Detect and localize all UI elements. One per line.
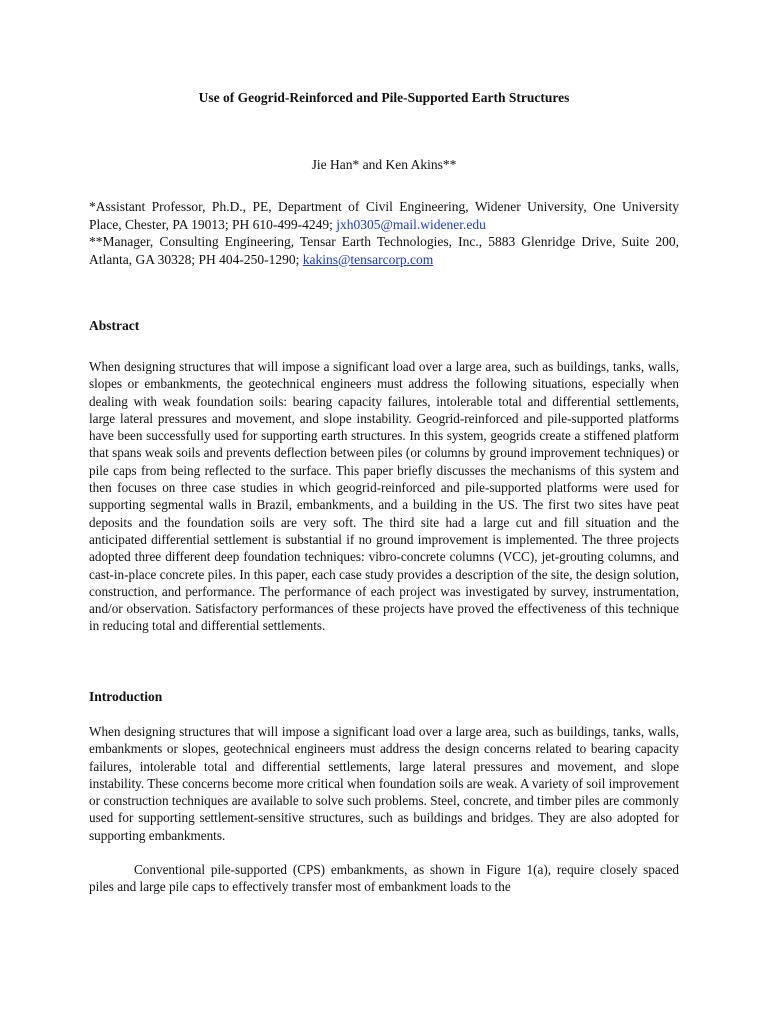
email-link-1[interactable]: jxh0305@mail.widener.edu xyxy=(336,216,486,232)
author-line: Jie Han* and Ken Akins** xyxy=(311,157,457,172)
paper-title: Use of Geogrid-Reinforced and Pile-Supported Earth Structures xyxy=(198,90,570,105)
affiliation-2 xyxy=(89,233,679,268)
abstract-heading: Abstract xyxy=(89,318,140,333)
affiliation-1 xyxy=(89,198,679,233)
email-link-2[interactable]: kakins@tensarcorp.com xyxy=(302,251,434,267)
introduction-heading: Introduction xyxy=(89,689,163,704)
affiliation-1-text: *Assistant Professor, Ph.D., PE, Department of Civil Engineering, Widener University, One University Place, Chester, PA 19013; PH 610-499-4249; xyxy=(89,199,679,232)
introduction-paragraph-1: When designing structures that will impose a significant load over a large area, such as buildings, tanks, walls, embankments or slopes, geotechnical engineers must address the design concerns related to bearing capacity failures, intolerable total and differential settlements, large lateral pressures and movement, and slope instability. These concerns become more critical when foundation soils are weak. A variety of soil improvement or construction techniques are available to solve such problems. Steel, concrete, and timber piles are commonly used for supporting settlement-sensitive structures, such as buildings and bridges. They are also adopted for supporting embankments. xyxy=(89,724,679,843)
affiliation-2-text: **Manager, Consulting Engineering, Tensar Earth Technologies, Inc., 5883 Glenridge Drive, Suite 200, Atlanta, GA 30328; PH 404-250-1290; xyxy=(89,234,679,267)
abstract-paragraph: When designing structures that will impose a significant load over a large area, such as buildings, tanks, walls, slopes or embankments, the geotechnical engineers must address the following situations, especially when dealing with weak foundation soils: bearing capacity failures, intolerable total and differential settlements, large lateral pressures and movement, and slope instability. Geogrid-reinforced and pile-supported platforms have been successfully used for supporting earth structures. In this system, geogrids create a stiffened platform that spans weak soils and prevents deflection between piles (or columns by ground improvement techniques) or pile caps from being reflected to the surface. This paper briefly discusses the mechanisms of this system and then focuses on three case studies in which geogrid-reinforced and pile-supported platforms were used for supporting segmental walls in Brazil, embankments, and a building in the US. The first two sites have peat deposits and the foundation soils are very soft. The third site had a large cut and fill situation and the anticipated differential settlement is substantial if no ground improvement is implemented. The three projects adopted three different deep foundation techniques: vibro-concrete columns (VCC), jet-grouting columns, and cast-in-place concrete piles. In this paper, each case study provides a description of the site, the design solution, construction, and performance. The performance of each project was investigated by survey, instrumentation, and/or observation. Satisfactory performances of these projects have proved the effectiveness of this technique in reducing total and differential settlements. xyxy=(89,359,679,634)
introduction-paragraph-2: Conventional pile-supported (CPS) embankments, as shown in Figure 1(a), require closely spaced piles and large pile caps to effectively transfer most of embankment loads to the xyxy=(89,862,679,895)
